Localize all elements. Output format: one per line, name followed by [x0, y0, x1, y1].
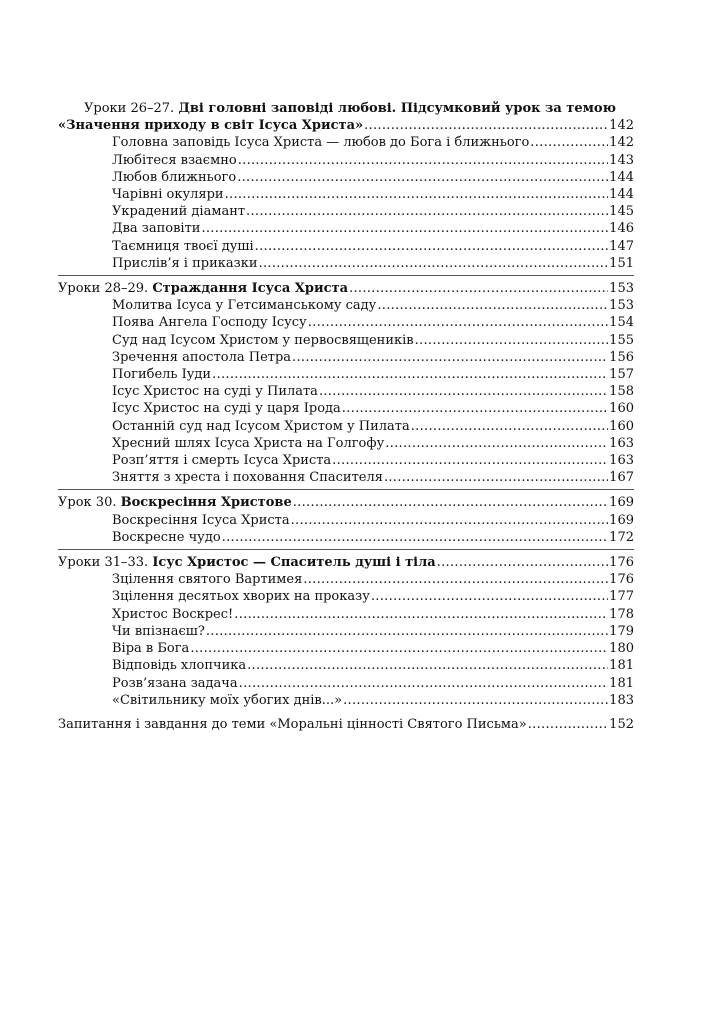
page-number: 172	[609, 529, 634, 545]
section-title-continued: «Значення приходу в світ Ісуса Христа»	[58, 118, 364, 134]
page-number: 179	[609, 623, 634, 639]
page-number: 144	[609, 169, 634, 185]
section-heading-line-2	[58, 117, 634, 134]
page-number: 142	[609, 118, 634, 134]
dot-leader	[343, 692, 608, 709]
toc-item	[58, 623, 634, 640]
toc-section-lesson-30	[58, 494, 634, 550]
page-number: 177	[609, 589, 634, 605]
toc-item	[58, 675, 634, 692]
page-number: 153	[609, 298, 634, 314]
toc-item	[58, 169, 634, 186]
item-title: Воскресіння Ісуса Христа	[112, 512, 290, 528]
item-title: Головна заповідь Ісуса Христа — любов до Бога і ближнього	[112, 135, 530, 151]
toc-item	[58, 529, 634, 546]
item-title: Прислів’я і приказки	[112, 255, 258, 271]
dot-leader	[206, 623, 608, 640]
item-title: Зцілення десятьох хворих на проказу	[112, 589, 370, 605]
toc-item	[58, 469, 634, 486]
toc-item	[58, 203, 634, 220]
toc-item	[58, 418, 634, 435]
page-number: 181	[609, 658, 634, 674]
item-title: Таємниця твоєї душі	[112, 238, 254, 254]
toc-item	[58, 314, 634, 331]
lesson-number: Уроки 31–33.	[58, 555, 153, 571]
dot-leader	[291, 512, 609, 529]
dot-leader	[255, 238, 609, 255]
section-title: Воскресіння Христове	[120, 495, 292, 511]
toc-item	[58, 692, 634, 709]
lesson-number: Уроки 26–27.	[84, 101, 179, 116]
item-title: Запитання і завдання до теми «Моральні цінності Святого Письма»	[58, 716, 527, 732]
section-heading	[58, 494, 634, 511]
toc-section-lessons-31-33	[58, 554, 634, 712]
item-title: Христос Воскрес!	[112, 606, 234, 622]
table-of-contents	[58, 100, 634, 733]
toc-item	[58, 332, 634, 349]
section-heading-text	[58, 554, 436, 571]
dot-leader	[332, 452, 608, 469]
dot-leader	[437, 554, 609, 571]
dot-leader	[371, 588, 608, 605]
page-number: 160	[609, 401, 634, 417]
page-number: 180	[609, 641, 634, 657]
dot-leader	[247, 657, 608, 674]
lesson-number: Урок 30.	[58, 495, 121, 511]
page-number: 163	[609, 453, 634, 469]
dot-leader	[259, 255, 609, 272]
page-number: 163	[609, 435, 634, 451]
toc-final-entry	[58, 716, 634, 733]
dot-leader	[246, 203, 608, 220]
page-number: 176	[609, 572, 634, 588]
dot-leader	[319, 383, 608, 400]
item-title: Зняття з хреста і поховання Спасителя	[112, 470, 383, 486]
page-number: 155	[609, 332, 634, 348]
dot-leader	[237, 169, 608, 186]
toc-section-lessons-28-29	[58, 280, 634, 490]
dot-leader	[201, 220, 608, 237]
page-number: 154	[609, 315, 634, 331]
dot-leader	[384, 469, 608, 486]
toc-item	[58, 400, 634, 417]
item-title: Зцілення святого Вартимея	[112, 572, 303, 588]
dot-leader	[292, 349, 608, 366]
item-title: Зречення апостола Петра	[112, 349, 292, 365]
toc-item	[58, 186, 634, 203]
item-title: Розв’язана задача	[112, 675, 238, 691]
item-title: «Світильнику моїх убогих днів...»	[112, 692, 343, 708]
page-number: 181	[609, 675, 634, 691]
item-title: Чи впізнаєш?	[112, 623, 205, 639]
item-title: Любітеся взаємно	[112, 152, 237, 168]
page-number: 147	[609, 238, 634, 254]
dot-leader	[377, 297, 608, 314]
page-number: 169	[609, 512, 634, 528]
item-title: Чарівні окуляри	[112, 187, 224, 203]
page-number: 144	[609, 187, 634, 203]
dot-leader	[385, 435, 608, 452]
toc-item	[58, 452, 634, 469]
page-number: 169	[609, 495, 634, 511]
toc-item	[58, 152, 634, 169]
toc-item	[58, 134, 634, 151]
dot-leader	[342, 400, 608, 417]
dot-leader	[293, 494, 608, 511]
page-number: 152	[609, 716, 634, 732]
dot-leader	[364, 117, 608, 134]
page-number: 176	[609, 555, 634, 571]
toc-item	[58, 349, 634, 366]
toc-item	[58, 297, 634, 314]
item-title: Погибель Іуди	[112, 367, 212, 383]
section-title: Дві головні заповіді любові. Підсумковий урок за темою	[178, 101, 616, 116]
dot-leader	[530, 134, 608, 151]
item-title: Молитва Ісуса у Гетсиманському саду	[112, 298, 377, 314]
toc-item	[58, 238, 634, 255]
toc-section-lessons-26-27	[58, 100, 634, 276]
page-number: 151	[609, 255, 634, 271]
toc-item	[58, 606, 634, 623]
item-title: Два заповіти	[112, 221, 201, 237]
dot-leader	[528, 716, 608, 733]
item-title: Воскресне чудо	[112, 529, 221, 545]
item-title: Розп’яття і смерть Ісуса Христа	[112, 453, 332, 469]
page-number: 160	[609, 418, 634, 434]
dot-leader	[212, 366, 608, 383]
item-title: Віра в Бога	[112, 641, 190, 657]
page-number: 158	[609, 384, 634, 400]
dot-leader	[239, 675, 609, 692]
dot-leader	[303, 571, 608, 588]
section-heading-text	[58, 280, 348, 297]
toc-item	[58, 220, 634, 237]
toc-item	[58, 383, 634, 400]
item-title: Любов ближнього	[112, 169, 237, 185]
page-number: 157	[609, 367, 634, 383]
section-heading	[58, 554, 634, 571]
section-title: Страждання Ісуса Христа	[152, 281, 349, 297]
item-title: Суд над Ісусом Христом у первосвящеників	[112, 332, 414, 348]
dot-leader	[225, 186, 609, 203]
page-number: 142	[609, 135, 634, 151]
dot-leader	[349, 280, 608, 297]
toc-item	[58, 657, 634, 674]
page-number: 145	[609, 204, 634, 220]
section-heading-text	[58, 494, 292, 511]
page-number: 143	[609, 152, 634, 168]
dot-leader	[238, 152, 608, 169]
dot-leader	[411, 418, 608, 435]
section-heading	[58, 280, 634, 297]
section-title: Ісус Христос — Спаситель душі і тіла	[152, 555, 436, 571]
item-title: Відповідь хлопчика	[112, 658, 247, 674]
page-number: 178	[609, 606, 634, 622]
item-title: Украдений діамант	[112, 204, 246, 220]
toc-item	[58, 255, 634, 272]
page-number: 146	[609, 221, 634, 237]
toc-item	[58, 366, 634, 383]
lesson-number: Уроки 28–29.	[58, 281, 153, 297]
page-number: 156	[609, 349, 634, 365]
dot-leader	[190, 640, 608, 657]
dot-leader	[222, 529, 609, 546]
toc-item	[58, 435, 634, 452]
toc-item	[58, 512, 634, 529]
page-number: 167	[609, 470, 634, 486]
item-title: Хресний шлях Ісуса Христа на Голгофу	[112, 435, 385, 451]
dot-leader	[415, 332, 609, 349]
dot-leader	[234, 606, 608, 623]
item-title: Останній суд над Ісусом Христом у Пилата	[112, 418, 410, 434]
toc-item	[58, 640, 634, 657]
item-title: Поява Ангела Господу Ісусу	[112, 315, 307, 331]
toc-item	[58, 571, 634, 588]
item-title: Ісус Христос на суді у Пилата	[112, 384, 318, 400]
dot-leader	[308, 314, 608, 331]
page-number: 153	[609, 281, 634, 297]
toc-item	[58, 588, 634, 605]
item-title: Ісус Христос на суді у царя Ірода	[112, 401, 341, 417]
page-number: 183	[609, 692, 634, 708]
section-heading-line-1	[58, 100, 634, 117]
